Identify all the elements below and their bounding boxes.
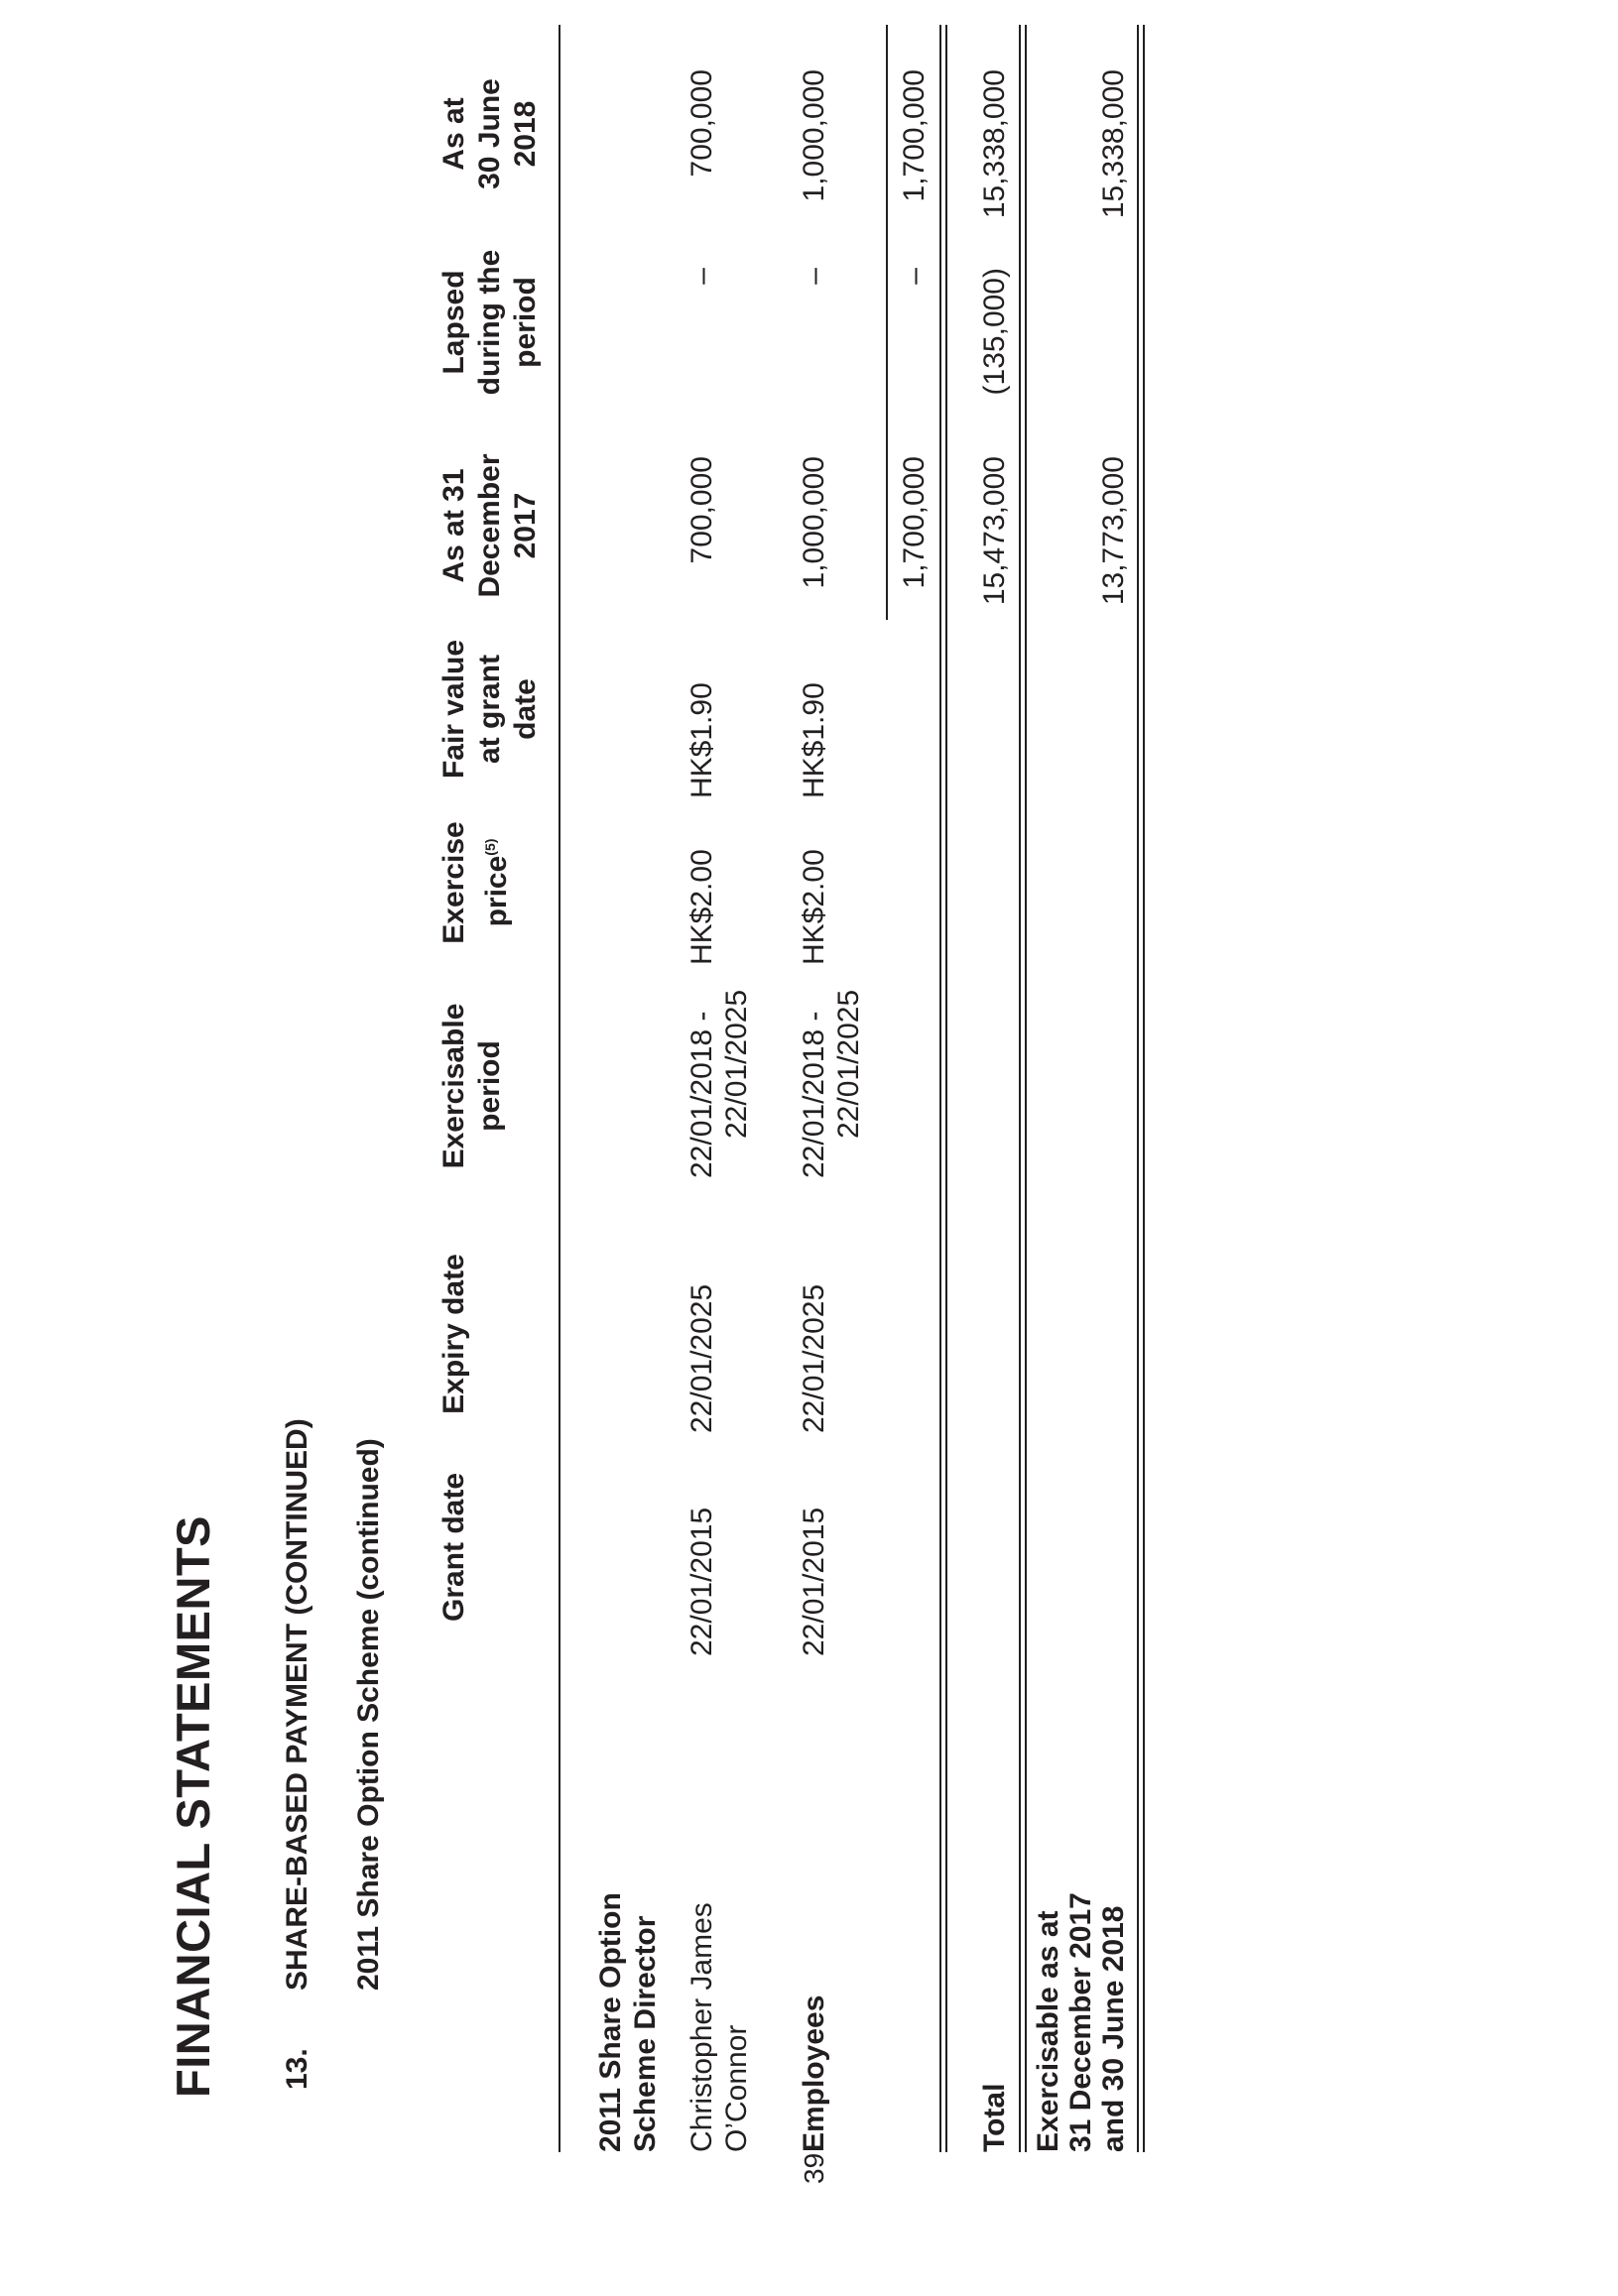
exercisable-label-line: Exercisable as at — [1032, 1910, 1064, 2152]
header-fair-value — [436, 620, 544, 798]
row-employees-price: HK$2.00 — [798, 849, 830, 965]
row-director-expiry-date: 22/01/2025 — [685, 1283, 718, 1433]
header-line: date — [509, 678, 542, 740]
row-employees-as-at-dec: 1,000,000 — [798, 456, 830, 589]
row-director-grant-date: 22/01/2015 — [685, 1507, 718, 1656]
period-line: 22/01/2025 — [832, 989, 865, 1139]
row-director-as-at-jun: 700,000 — [685, 69, 718, 178]
period-line: 22/01/2018 - — [685, 1011, 718, 1178]
header-line: Fair value — [437, 639, 470, 780]
period-line: 22/01/2018 - — [798, 1011, 830, 1178]
total-label: Total — [978, 2083, 1011, 2152]
row-employees-as-at-jun: 1,000,000 — [798, 69, 830, 202]
row-director-period — [685, 990, 754, 1178]
subtotal-as-at-dec: 1,700,000 — [898, 456, 931, 589]
total-lapsed: (135,000) — [978, 268, 1011, 396]
row-employees-fair-value: HK$1.90 — [798, 682, 830, 798]
section-heading: SHARE-BASED PAYMENT (CONTINUED) — [281, 1418, 313, 1991]
header-price-text: price — [480, 855, 513, 927]
header-expiry-date — [436, 1235, 472, 1433]
header-line: December — [473, 453, 506, 598]
double-rule-top — [1137, 25, 1139, 2152]
period-line: 22/01/2025 — [720, 989, 753, 1139]
header-line: As at 31 — [437, 468, 470, 583]
row-director-name — [685, 1902, 754, 2152]
name-line: O’Connor — [720, 2024, 753, 2152]
total-as-at-dec: 15,473,000 — [978, 456, 1011, 606]
page-number: 39 — [799, 2152, 829, 2184]
header-line: at grant — [473, 655, 506, 765]
double-rule-top — [939, 25, 941, 2152]
page-title: FINANCIAL STATEMENTS — [167, 1514, 219, 2098]
header-exercisable-period — [436, 977, 508, 1195]
header-line: Lapsed — [437, 270, 470, 375]
double-rule-bottom — [1025, 25, 1027, 2152]
header-line: period — [473, 1040, 506, 1132]
header-line: 2018 — [509, 100, 542, 168]
header-line: during the — [473, 249, 506, 396]
header-expiry-date-text: Expiry date — [437, 1254, 470, 1414]
header-line: As at — [437, 97, 470, 171]
total-as-at-jun: 15,338,000 — [978, 69, 1011, 219]
header-rule — [559, 25, 560, 2152]
double-rule-top — [1019, 25, 1021, 2152]
subtotal-lapsed: – — [898, 268, 931, 285]
group-label-line: Scheme Director — [629, 1915, 662, 2152]
section-number: 13. — [281, 2048, 313, 2090]
subtotal-rule — [886, 25, 888, 620]
header-exercise-price — [436, 798, 515, 967]
row-employees-name: Employees — [798, 1994, 830, 2152]
subtotal-as-at-jun: 1,700,000 — [898, 69, 931, 202]
header-line: period — [509, 277, 542, 368]
row-director-fair-value: HK$1.90 — [685, 682, 718, 798]
row-director-as-at-dec: 700,000 — [685, 456, 718, 564]
double-rule-bottom — [945, 25, 947, 2152]
row-director-price: HK$2.00 — [685, 849, 718, 965]
header-as-at-dec-2017 — [436, 431, 544, 620]
header-grant-date — [436, 1448, 472, 1646]
section-subheading: 2011 Share Option Scheme (continued) — [352, 1438, 385, 1991]
exercisable-label — [1032, 1892, 1130, 2152]
group-label-line: 2011 Share Option — [594, 1892, 627, 2152]
header-line: Exercise — [437, 821, 470, 944]
row-employees-lapsed: – — [798, 268, 830, 285]
header-line: 30 June — [473, 78, 506, 189]
row-employees-period — [797, 990, 866, 1178]
header-grant-date-text: Grant date — [437, 1472, 470, 1623]
exercisable-label-line: and 30 June 2018 — [1097, 1905, 1130, 2152]
footnote-ref: (5) — [482, 838, 498, 856]
exercisable-as-at-jun: 15,338,000 — [1097, 69, 1130, 219]
exercisable-as-at-dec: 13,773,000 — [1097, 456, 1130, 606]
header-line — [472, 798, 515, 967]
row-employees-grant-date: 22/01/2015 — [798, 1507, 830, 1656]
group-label — [593, 1892, 663, 2152]
row-employees-expiry-date: 22/01/2025 — [798, 1283, 830, 1433]
name-line: Christopher James — [685, 1902, 718, 2152]
double-rule-bottom — [1143, 25, 1145, 2152]
header-lapsed — [436, 233, 544, 412]
header-line: Exercisable — [437, 1003, 470, 1169]
row-director-lapsed: – — [685, 268, 718, 285]
header-as-at-jun-2018 — [436, 45, 544, 223]
header-line: 2017 — [509, 492, 542, 559]
exercisable-label-line: 31 December 2017 — [1064, 1892, 1097, 2152]
